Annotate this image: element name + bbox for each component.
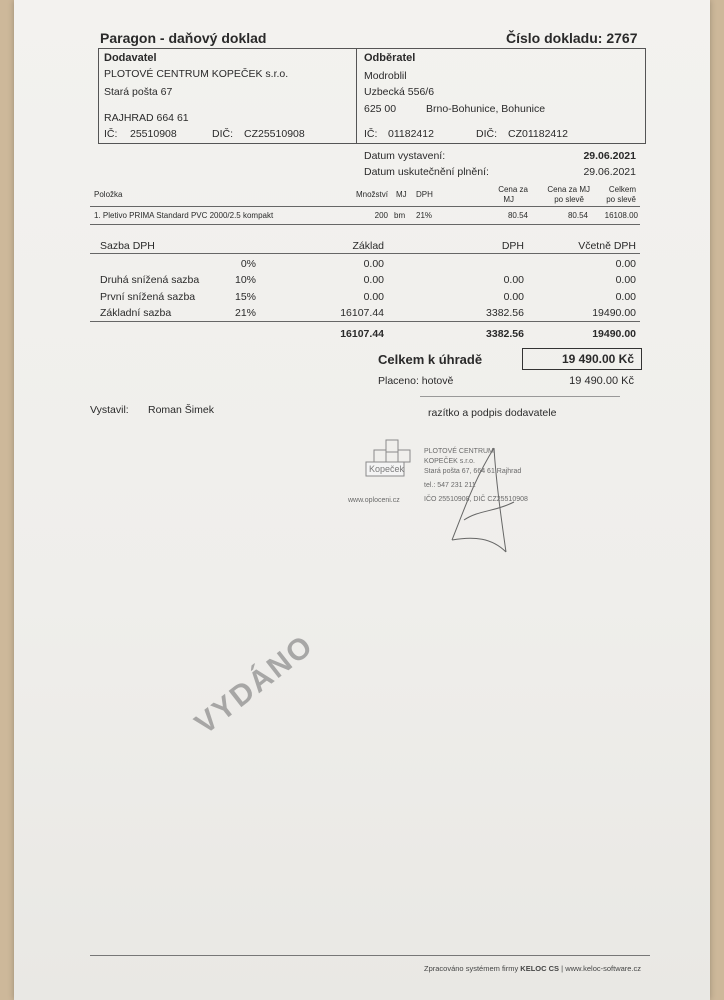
customer-heading: Odběratel: [364, 52, 416, 64]
col-qty-header: Množství: [355, 190, 388, 199]
col-total-header-2: po slevě: [606, 195, 636, 204]
footer-text: [424, 964, 641, 973]
stamp-line-1: PLOTOVÉ CENTRUM: [424, 448, 494, 455]
company-logo: [360, 436, 422, 498]
vat-row-pct: 10%: [234, 274, 256, 286]
footer-brand: KELOC CS: [520, 964, 560, 973]
col-price-header-2: MJ: [503, 195, 514, 204]
vat-total-incl: 19490.00: [592, 328, 636, 340]
vat-row-vat: 3382.56: [486, 307, 524, 319]
stamp-line-2: KOPEČEK s.r.o.: [424, 458, 475, 465]
vat-bottom-rule: [90, 321, 640, 322]
stamp-line-4: tel.: 547 231 211: [424, 482, 476, 489]
vat-row-name: Základní sazba: [100, 307, 172, 319]
customer-ic: 01182412: [388, 128, 434, 140]
signature-scribble: [434, 440, 544, 560]
taxable-date: 29.06.2021: [583, 166, 636, 178]
amount-due-value: 19 490.00 Kč: [561, 352, 634, 366]
vat-amount-header: DPH: [501, 240, 524, 252]
item-name: 1. Pletivo PRIMA Standard PVC 2000/2.5 kompakt: [94, 211, 274, 220]
col-vat-header: DPH: [416, 190, 433, 199]
vat-row-pct: 21%: [234, 307, 256, 319]
vat-rate-header: Sazba DPH: [100, 240, 155, 252]
footer-rule: [90, 955, 650, 956]
signature-line: [420, 396, 620, 397]
item-unit: bm: [394, 211, 406, 220]
paid-value: 19 490.00 Kč: [569, 375, 634, 387]
customer-ic-label: IČ:: [364, 128, 378, 140]
issuer-name: Roman Šimek: [148, 404, 214, 416]
vat-row-pct: 0%: [240, 258, 256, 270]
item-price: 80.54: [507, 211, 528, 220]
col-disc-header-2: po slevě: [554, 195, 584, 204]
issuer-label: Vystavil:: [90, 404, 129, 416]
customer-zip: 625 00: [364, 103, 397, 115]
col-unit-header: MJ: [396, 190, 407, 199]
vat-row-base: 0.00: [363, 274, 384, 286]
vat-row-name: Druhá snížená sazba: [100, 274, 200, 286]
document-number: Číslo dokladu: 2767: [506, 30, 638, 46]
issued-date-label: Datum vystavení:: [364, 150, 446, 162]
customer-name: Modroblil: [364, 70, 407, 82]
items-header-rule: [90, 206, 640, 207]
taxable-date-label: Datum uskutečnění plnění:: [364, 166, 489, 178]
customer-street: Uzbecká 556/6: [364, 86, 435, 98]
paid-label: Placeno: hotově: [378, 375, 454, 387]
vat-row-pct: 15%: [234, 291, 256, 303]
supplier-ic: 25510908: [130, 128, 177, 140]
stamp-line-5: IČO 25510908, DIČ CZ25510908: [424, 496, 528, 503]
vat-row-incl: 19490.00: [592, 307, 636, 319]
parties-divider: [356, 48, 357, 144]
customer-dic-label: DIČ:: [476, 128, 497, 140]
vat-row-vat: 0.00: [503, 274, 524, 286]
item-total: 16108.00: [604, 211, 638, 220]
vat-row-base: 16107.44: [340, 307, 384, 319]
supplier-dic: CZ25510908: [244, 128, 305, 140]
col-price-header-1: Cena za: [498, 185, 528, 194]
stamp-line-3: Stará pošta 67, 664 61 Rajhrad: [424, 468, 522, 475]
items-bottom-rule: [90, 224, 640, 225]
vat-base-header: Základ: [352, 240, 384, 252]
supplier-ic-label: IČ:: [104, 128, 118, 140]
receipt-paper: [14, 0, 710, 1000]
vat-total-vat: 3382.56: [486, 328, 524, 340]
vat-row-incl: 0.00: [615, 274, 636, 286]
supplier-name: PLOTOVÉ CENTRUM KOPEČEK s.r.o.: [104, 68, 289, 80]
col-item-header: Položka: [94, 190, 123, 199]
item-qty: 200: [374, 211, 388, 220]
vat-row-base: 0.00: [363, 258, 384, 270]
logo-text: Kopeček: [369, 464, 405, 474]
issued-date: 29.06.2021: [583, 150, 636, 162]
vat-row-base: 0.00: [363, 291, 384, 303]
signature-label: razítko a podpis dodavatele: [428, 407, 557, 419]
col-disc-header-1: Cena za MJ: [547, 185, 590, 194]
item-vat: 21%: [416, 211, 433, 220]
supplier-dic-label: DIČ:: [212, 128, 233, 140]
footer-suffix: | www.keloc-software.cz: [561, 964, 642, 973]
vat-row-vat: 0.00: [503, 291, 524, 303]
supplier-heading: Dodavatel: [104, 52, 157, 64]
vat-header-rule: [90, 253, 640, 254]
footer-prefix: Zpracováno systémem firmy: [424, 964, 519, 973]
customer-city: Brno-Bohunice, Bohunice: [426, 103, 546, 115]
supplier-street: Stará pošta 67: [104, 86, 173, 98]
vat-row-incl: 0.00: [615, 291, 636, 303]
customer-dic: CZ01182412: [508, 128, 568, 140]
vat-row-name: První snížená sazba: [100, 291, 196, 303]
vat-row-incl: 0.00: [615, 258, 636, 270]
document-title: Paragon - daňový doklad: [100, 30, 267, 46]
item-disc-price: 80.54: [567, 211, 588, 220]
col-total-header-1: Celkem: [608, 185, 636, 194]
amount-due-label: Celkem k úhradě: [378, 352, 483, 367]
issued-watermark: VYDÁNO: [189, 628, 320, 742]
vat-incl-header: Včetně DPH: [578, 240, 636, 252]
stamp-website: www.oploceni.cz: [348, 497, 400, 504]
vat-total-base: 16107.44: [340, 328, 384, 340]
supplier-city: RAJHRAD 664 61: [104, 112, 189, 124]
